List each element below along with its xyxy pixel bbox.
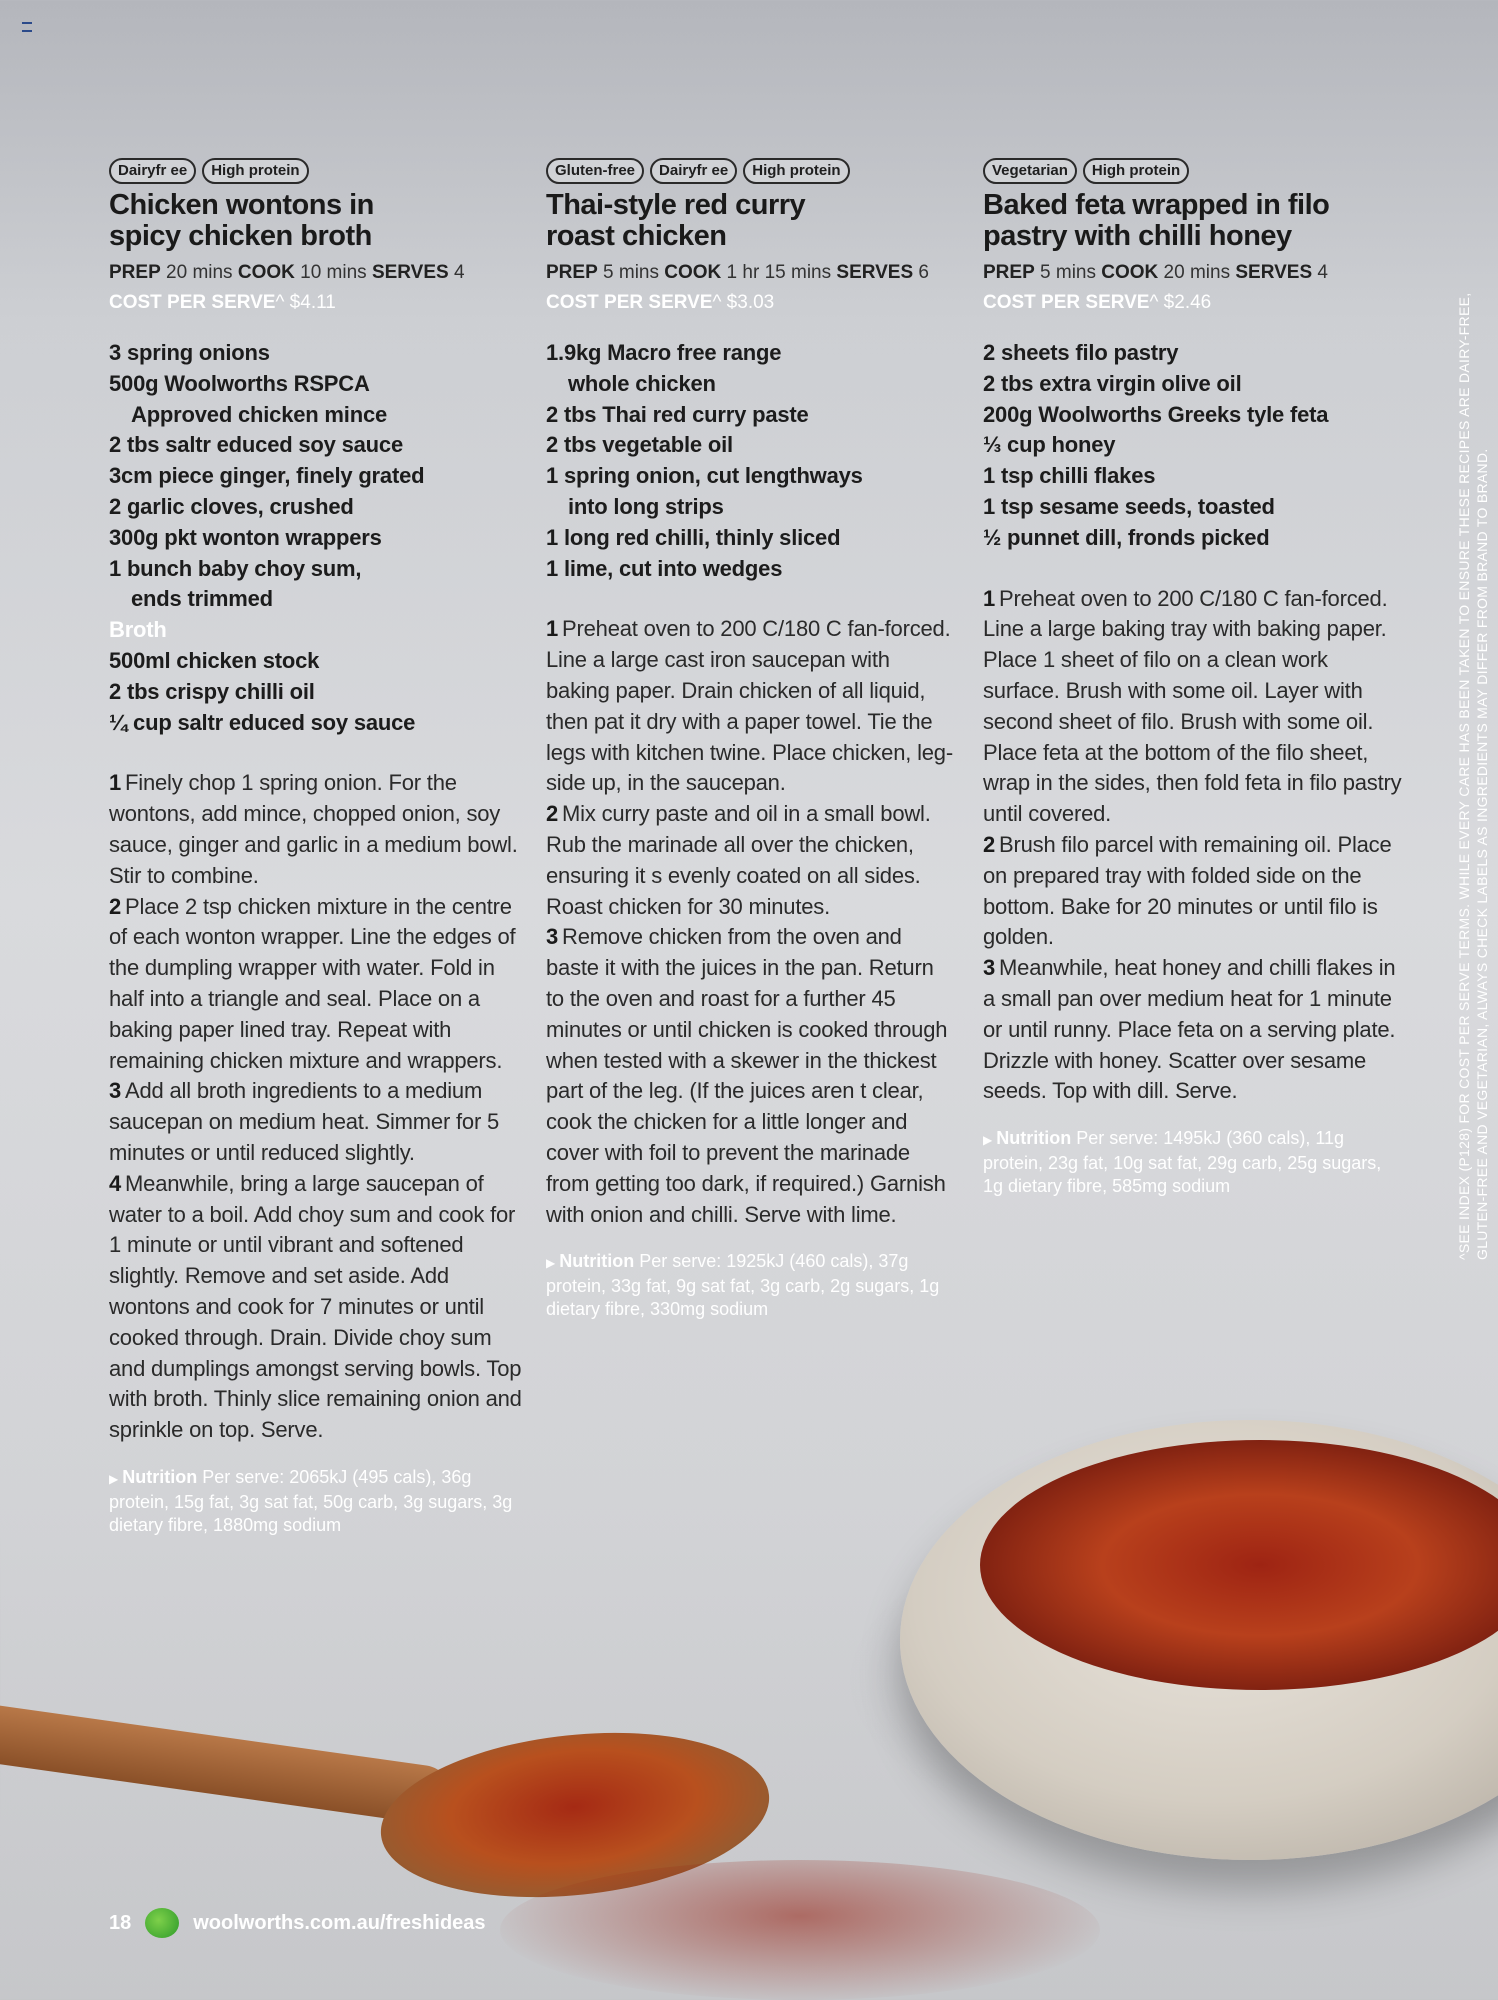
ingredient-item: [546, 554, 956, 585]
ingredient-text-cont: ends trimmed: [131, 586, 273, 612]
ingredient-list: [983, 338, 1403, 554]
serves-count: 4: [1312, 262, 1328, 283]
diet-tag: Dairyfr ee: [109, 158, 196, 184]
method-step: [983, 584, 1403, 830]
recipe-title-line: pastry with chilli honey: [983, 220, 1292, 252]
diet-tag: Dairyfr ee: [650, 158, 737, 184]
ingredient-text: 2 tbs saltr educed soy sauce: [109, 432, 403, 458]
ingredient-list: [109, 338, 529, 738]
recipe-title-line: Baked feta wrapped in filo: [983, 189, 1330, 221]
cost-per-serve: [109, 288, 529, 318]
step-text: Mix curry paste and oil in a small bowl. Rub the marinade all over the chicken, ensuring it s evenly coated on all sides. Roast chicken for 30 minutes.: [546, 801, 931, 919]
cook-label: COOK: [237, 262, 295, 283]
step-text: Meanwhile, heat honey and chilli flakes in a small pan over medium heat for 1 minute or until runny. Place feta on a serving plate. Drizzle with honey. Scatter over sesame seeds. Top with dill. Serve.: [983, 955, 1396, 1104]
ingredient-item: [983, 400, 1403, 431]
recipe-times: [546, 258, 956, 288]
ingredient-item: [983, 430, 1403, 461]
ingredient-item: [109, 338, 529, 369]
method-step: [546, 614, 956, 799]
ingredient-item: [109, 523, 529, 554]
method-step: [109, 1076, 529, 1168]
ingredient-text: 2 tbs extra virgin olive oil: [983, 370, 1242, 396]
step-number: 3: [983, 955, 996, 981]
recipe-title-line: Thai-style red curry: [546, 189, 806, 221]
ingredient-text: 3 spring onions: [109, 340, 270, 365]
cook-time: 20 mins: [1158, 262, 1236, 283]
page-footer: [109, 1908, 486, 1938]
ingredient-item: [109, 708, 529, 739]
nutrition-info: [983, 1127, 1403, 1198]
recipe-times: [109, 258, 529, 288]
triangle-bullet-icon: ▶: [109, 1471, 119, 1486]
method-step: [546, 799, 956, 922]
recipe-column-1: [109, 158, 529, 1537]
ingredient-text-cont: Approved chicken mince: [131, 401, 388, 427]
recipe-title: [983, 190, 1403, 252]
step-text: Finely chop 1 spring onion. For the wontons, add mince, chopped onion, soy sauce, ginger and garlic in a medium bowl. Stir to combine.: [109, 770, 518, 888]
recipe-column-3: [983, 158, 1403, 1198]
serves-label: SERVES: [836, 262, 914, 283]
ingredient-item: [109, 554, 529, 616]
cost-per-serve-disclaimer: ^SEE INDEX (P128) FOR COST PER SERVE TERMS. WHILE EVERY CARE HAS BEEN TAKEN TO ENSURE THESE RECIPES ARE DAIRY-FREE, GLUTEN-FREE AND VEGETARIAN, ALWAYS CHECK LABELS AS INGREDIENTS MAY DIFFER FROM BRAND TO BRAND.: [1456, 292, 1490, 1260]
method-step: [546, 922, 956, 1230]
ingredient-item: [546, 523, 956, 554]
ingredient-text: 2 sheets filo pastry: [983, 340, 1179, 365]
ingredient-item: [109, 461, 529, 492]
nutrition-info: [546, 1250, 956, 1321]
step-number: 2: [546, 801, 559, 827]
recipe-title-line: spicy chicken broth: [109, 220, 372, 252]
cost-per-serve: [546, 288, 956, 318]
step-text: Preheat oven to 200 C/180 C fan-forced. Line a large baking tray with baking paper. Place 1 sheet of filo on a clean work surface. Brush with some oil. Layer with second sheet of filo. Brush with some oil. Place feta at the bottom of the filo sheet, wrap in the sides, then fold feta in filo pastry until covered.: [983, 585, 1402, 827]
cost-value: ^ $4.11: [275, 292, 336, 313]
prep-label: PREP: [546, 262, 598, 283]
ingredient-text: ¼ cup saltr educed soy sauce: [109, 709, 416, 735]
woolworths-logo-icon: [145, 1908, 179, 1938]
ingredient-text: 1 tsp chilli flakes: [983, 463, 1156, 489]
prep-time: 5 mins: [1034, 262, 1102, 283]
step-text: Place 2 tsp chicken mixture in the centre of each wonton wrapper. Line the edges of the dumpling wrapper with water. Fold in half into a triangle and seal. Place on a baking paper lined tray. Repeat with remaining chicken mixture and wrappers.: [109, 893, 516, 1073]
ingredient-item: [109, 677, 529, 708]
ingredient-item: [983, 369, 1403, 400]
recipe-column-2: [546, 158, 956, 1321]
ingredient-text: 2 tbs Thai red curry paste: [546, 401, 809, 427]
diet-tag: High protein: [202, 158, 308, 184]
serves-label: SERVES: [371, 262, 449, 283]
diet-tags: [109, 158, 529, 184]
page-number: 18: [109, 1911, 132, 1934]
serves-label: SERVES: [1235, 262, 1313, 283]
ingredient-item: [109, 369, 529, 431]
ingredient-text: 1.9kg Macro free range: [546, 340, 782, 365]
diet-tags: [546, 158, 956, 184]
cost-label: COST PER SERVE: [983, 292, 1150, 313]
ingredient-text: Broth: [109, 617, 167, 643]
ingredient-text: ½ punnet dill, fronds picked: [983, 524, 1270, 550]
step-number: 2: [983, 831, 996, 857]
ingredient-text: 200g Woolworths Greeks tyle feta: [983, 401, 1329, 427]
serves-count: 6: [913, 262, 929, 283]
triangle-bullet-icon: ▶: [983, 1133, 993, 1148]
ingredient-item: [546, 400, 956, 431]
ingredient-text: 2 tbs crispy chilli oil: [109, 678, 315, 704]
prep-time: 20 mins: [160, 262, 238, 283]
serves-count: 4: [448, 262, 465, 283]
cost-value: ^ $3.03: [712, 292, 775, 313]
recipe-title-line: Chicken wontons in: [109, 189, 374, 221]
step-number: 1: [546, 616, 559, 642]
diet-tags: [983, 158, 1403, 184]
ingredient-list: [546, 338, 956, 584]
ingredient-text: 2 tbs vegetable oil: [546, 432, 733, 458]
nutrition-values: Per serve: 1495kJ (360 cals), 11g protein, 23g fat, 10g sat fat, 29g carb, 25g sugars, 1g dietary fibre, 585mg sodium: [983, 1128, 1382, 1197]
step-number: 3: [546, 924, 559, 950]
wooden-spoon-handle-image: [0, 1700, 455, 1827]
step-number: 2: [109, 893, 122, 919]
ingredient-text: 1 long red chilli, thinly sliced: [546, 524, 841, 550]
ingredient-item: [983, 492, 1403, 523]
cost-label: COST PER SERVE: [546, 292, 713, 313]
method-step: [983, 830, 1403, 953]
recipe-times: [983, 258, 1403, 288]
method-steps: [546, 614, 956, 1230]
scattered-chilli-flakes-image: [500, 1860, 1100, 2000]
nutrition-values: Per serve: 2065kJ (495 cals), 36g protein, 15g fat, 3g sat fat, 50g carb, 3g sugars, 3g dietary fibre, 1880mg sodium: [109, 1466, 513, 1535]
ingredient-item: [983, 523, 1403, 554]
ingredient-item: [983, 461, 1403, 492]
step-text: Brush filo parcel with remaining oil. Place on prepared tray with folded side on the bottom. Bake for 20 minutes or until filo is golden.: [983, 831, 1392, 950]
diet-tag: High protein: [1083, 158, 1189, 184]
ingredient-item: [983, 338, 1403, 369]
recipe-title-line: roast chicken: [546, 220, 727, 252]
cost-value: ^ $2.46: [1149, 292, 1212, 313]
ingredient-text: 500ml chicken stock: [109, 647, 320, 673]
step-text: Preheat oven to 200 C/180 C fan-forced. Line a large cast iron saucepan with baking paper. Drain chicken of all liquid, then pat it dry with a paper towel. Tie the legs with kitchen twine. Place chicken, leg-side up, in the saucepan.: [546, 616, 953, 796]
diet-tag: High protein: [743, 158, 849, 184]
cost-per-serve: [983, 288, 1403, 318]
nutrition-label: Nutrition: [559, 1251, 635, 1272]
footer-url[interactable]: woolworths.com.au/freshideas: [193, 1911, 486, 1934]
nutrition-values: Per serve: 1925kJ (460 cals), 37g protein, 33g fat, 9g sat fat, 3g carb, 2g sugars, 1g dietary fibre, 330mg sodium: [546, 1251, 940, 1320]
ingredient-item: [109, 646, 529, 677]
ingredient-text: 300g pkt wonton wrappers: [109, 524, 382, 550]
cost-label: COST PER SERVE: [109, 292, 276, 313]
cook-time: 1 hr 15 mins: [721, 262, 837, 283]
step-number: 4: [109, 1170, 122, 1196]
ingredient-item: [546, 338, 956, 400]
method-step: [109, 892, 529, 1077]
step-text: Add all broth ingredients to a medium saucepan on medium heat. Simmer for 5 minutes or until reduced slightly.: [109, 1078, 500, 1165]
ingredient-item: [109, 430, 529, 461]
method-step: [109, 1169, 529, 1446]
ingredient-text: 1 spring onion, cut lengthways: [546, 463, 863, 489]
step-number: 3: [109, 1078, 122, 1104]
ingredient-text: 2 garlic cloves, crushed: [109, 493, 354, 519]
method-step: [983, 953, 1403, 1107]
ingredient-text: 3cm piece ginger, finely grated: [109, 463, 425, 489]
ingredient-text: 1 bunch baby choy sum,: [109, 555, 362, 581]
method-step: [109, 768, 529, 891]
method-steps: [109, 768, 529, 1446]
recipe-title: [109, 190, 529, 252]
diet-tag: Gluten-free: [546, 158, 644, 184]
ingredient-item: [546, 430, 956, 461]
prep-time: 5 mins: [597, 262, 665, 283]
ingredient-item: [109, 492, 529, 523]
prep-label: PREP: [983, 262, 1035, 283]
cook-label: COOK: [1101, 262, 1159, 283]
ingredient-text: ⅓ cup honey: [983, 432, 1116, 458]
cook-time: 10 mins: [294, 262, 372, 283]
ingredient-text: 1 lime, cut into wedges: [546, 555, 783, 581]
nutrition-label: Nutrition: [996, 1128, 1072, 1149]
ingredient-subheading: [109, 615, 529, 646]
diet-tag: Vegetarian: [983, 158, 1077, 184]
ingredient-text: 500g Woolworths RSPCA: [109, 370, 370, 396]
cook-label: COOK: [664, 262, 722, 283]
step-number: 1: [109, 770, 122, 796]
nutrition-info: [109, 1466, 529, 1537]
ingredient-text: 1 tsp sesame seeds, toasted: [983, 493, 1275, 519]
triangle-bullet-icon: ▶: [546, 1256, 556, 1271]
step-text: Meanwhile, bring a large saucepan of water to a boil. Add choy sum and cook for 1 minute or until vibrant and softened slightly. Remove and set aside. Add wontons and cook for 7 minutes or until cooked through. Drain. Divide choy sum and dumplings amongst serving bowls. Top with broth. Thinly slice remaining onion and sprinkle on top. Serve.: [109, 1170, 522, 1443]
ingredient-text-cont: into long strips: [568, 493, 724, 519]
ingredient-item: [546, 461, 956, 523]
corner-mark: [22, 22, 32, 32]
recipe-title: [546, 190, 956, 252]
step-text: Remove chicken from the oven and baste it with the juices in the pan. Return to the oven and roast for a further 45 minutes or until chicken is cooked through when tested with a skewer in the thickest part of the leg. (If the juices aren t clear, cook the chicken for a little longer and cover with foil to prevent the marinade from getting too dark, if required.) Garnish with onion and chilli. Serve with lime.: [546, 924, 948, 1227]
prep-label: PREP: [109, 262, 161, 283]
nutrition-label: Nutrition: [122, 1466, 198, 1487]
method-steps: [983, 584, 1403, 1108]
ingredient-text-cont: whole chicken: [568, 370, 716, 396]
step-number: 1: [983, 585, 996, 611]
